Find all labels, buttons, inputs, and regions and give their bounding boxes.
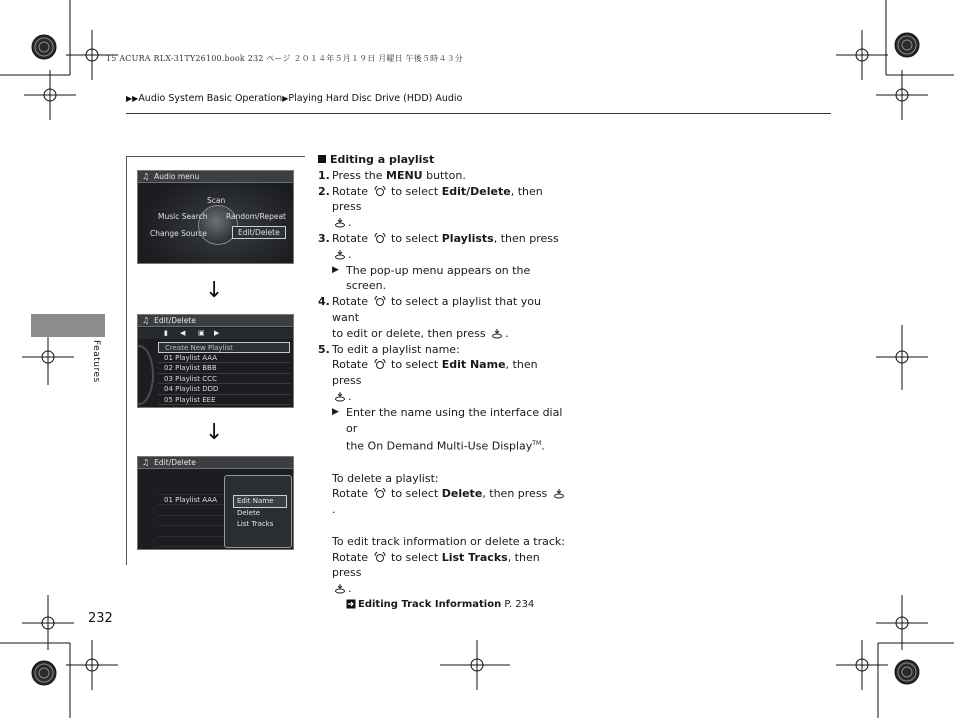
arrow-down-icon: ↓ bbox=[205, 278, 224, 303]
edit-delete-screen bbox=[137, 314, 294, 408]
rotate-dial-icon bbox=[374, 233, 386, 244]
step-text: to select bbox=[387, 184, 442, 198]
popup-item-edit-name[interactable]: Edit Name bbox=[233, 495, 287, 508]
square-bullet-icon bbox=[318, 155, 326, 163]
playlist-item-dimmed bbox=[158, 484, 224, 495]
rotate-dial-icon bbox=[374, 296, 386, 307]
playlist-item-dimmed bbox=[158, 516, 224, 527]
step-text: Rotate bbox=[332, 358, 372, 372]
step-text: to select bbox=[387, 358, 442, 372]
playlist-list bbox=[158, 342, 290, 405]
rotate-dial-icon bbox=[374, 359, 386, 370]
screen-title: Edit/Delete bbox=[154, 316, 196, 325]
step-3-note bbox=[332, 263, 568, 295]
step-number: 5. bbox=[318, 342, 330, 356]
menu-button-label: MENU bbox=[386, 168, 423, 182]
cross-reference-page: P. 234 bbox=[501, 598, 535, 610]
playlist-item[interactable]: 03 Playlist CCC bbox=[158, 374, 290, 385]
step-text: , then press bbox=[332, 550, 540, 580]
header-rule bbox=[126, 113, 831, 114]
step-number: 4. bbox=[318, 295, 330, 309]
step-text: To delete a playlist: bbox=[332, 471, 439, 485]
step-5-note: ▶ Enter the name using the interface dial or the On Demand Multi-Use Display™. bbox=[332, 405, 563, 453]
press-dial-icon bbox=[334, 391, 346, 402]
left-arrow-icon[interactable]: ◀ bbox=[180, 329, 186, 337]
press-dial-icon bbox=[553, 488, 565, 499]
music-note-icon: ♫ bbox=[142, 172, 150, 181]
breadcrumb bbox=[126, 93, 462, 104]
step-number: 1. bbox=[318, 168, 330, 182]
breadcrumb-item[interactable]: Playing Hard Disc Drive (HDD) Audio bbox=[288, 93, 463, 104]
press-dial-icon bbox=[334, 583, 346, 594]
right-arrow-icon[interactable]: ▶ bbox=[214, 329, 220, 337]
step-number: 2. bbox=[318, 184, 330, 198]
heading-text: Editing a playlist bbox=[330, 153, 435, 166]
menu-option-scan[interactable]: Scan bbox=[207, 196, 226, 205]
step-text: to select bbox=[387, 550, 442, 564]
step-1 bbox=[318, 168, 568, 184]
popup-item-list-tracks[interactable]: List Tracks bbox=[237, 520, 274, 528]
music-note-icon: ♫ bbox=[142, 316, 150, 325]
music-note-icon: ♫ bbox=[142, 458, 150, 467]
spacer bbox=[332, 518, 568, 534]
screen-title: Audio menu bbox=[154, 172, 200, 181]
step-text: , then press bbox=[482, 487, 551, 501]
step-number: 3. bbox=[318, 231, 330, 245]
step-text: Rotate bbox=[332, 184, 372, 198]
menu-option-random-repeat[interactable]: Random/Repeat bbox=[226, 212, 286, 221]
step-text: Press the bbox=[332, 168, 386, 182]
press-dial-icon bbox=[491, 328, 503, 339]
option-label: Edit/Delete bbox=[441, 184, 511, 198]
rotate-dial-icon bbox=[374, 552, 386, 563]
playlist-item[interactable]: 04 Playlist DDD bbox=[158, 384, 290, 395]
popup-spacer bbox=[225, 476, 291, 495]
interface-dial-icon bbox=[198, 205, 238, 245]
option-label: Playlists bbox=[441, 231, 494, 245]
step-3: 3. Rotate to select Playlists, then press . ▶ The pop-up menu appears on the screen. bbox=[318, 231, 568, 294]
note-text: Enter the name using the interface dial or bbox=[346, 405, 563, 435]
playlist-item[interactable]: 02 Playlist BBB bbox=[158, 363, 290, 374]
create-playlist-item[interactable]: Create New Playlist bbox=[158, 342, 290, 353]
step-text: Rotate bbox=[332, 550, 372, 564]
screen-titlebar bbox=[138, 315, 293, 327]
step-text: To edit a playlist name: bbox=[332, 342, 460, 356]
step-5: 5. To edit a playlist name: Rotate to select Edit Name, then press . ▶ Enter the name using the interface dial or the On Demand Multi-Use Display™. To delete a playlist: Rotate to select Delete, then press . To edit track information or delete a track: Rotate to select List Tracks, then press . Editing Track Information P. 234 bbox=[318, 342, 568, 613]
step-text: , then press bbox=[332, 184, 543, 214]
playlist-item[interactable]: 05 Playlist EEE bbox=[158, 395, 290, 406]
screen-title: Edit/Delete bbox=[154, 458, 196, 467]
cross-reference-link[interactable] bbox=[332, 597, 568, 613]
step-text: button. bbox=[422, 168, 466, 182]
playlist-toolbar bbox=[138, 328, 293, 339]
playlist-item-dimmed bbox=[158, 537, 224, 548]
playlist-list-dimmed bbox=[158, 484, 224, 547]
breadcrumb-item[interactable]: Audio System Basic Operation bbox=[138, 93, 283, 104]
breadcrumb-arrow-icon: ▶▶ bbox=[126, 94, 139, 103]
trash-icon[interactable]: ▮ bbox=[164, 329, 168, 337]
menu-option-edit-delete[interactable]: Edit/Delete bbox=[232, 226, 286, 239]
menu-option-change-source[interactable]: Change Source bbox=[150, 229, 207, 238]
step-text: to select bbox=[387, 487, 442, 501]
section-tab bbox=[31, 314, 105, 337]
screen-titlebar bbox=[138, 171, 293, 183]
cross-reference-title: Editing Track Information bbox=[358, 598, 502, 610]
step-text: , then press bbox=[493, 231, 559, 245]
press-dial-icon bbox=[334, 217, 346, 228]
note-text: the On Demand Multi-Use Display bbox=[346, 440, 533, 453]
step-4: 4. Rotate to select a playlist that you want to edit or delete, then press . bbox=[318, 295, 541, 340]
step-text: to select bbox=[387, 231, 442, 245]
option-label: List Tracks bbox=[441, 550, 508, 564]
triangle-bullet-icon: ▶ bbox=[332, 406, 339, 417]
playlist-icon[interactable]: ▣ bbox=[198, 329, 205, 337]
print-metadata: 15 ACURA RLX-31TY26100.book 232 ページ ２０１４年５月１９日 月曜日 午後５時４３分 bbox=[106, 54, 463, 63]
step-text: To edit track information or delete a track: bbox=[332, 534, 566, 548]
option-label: Delete bbox=[441, 487, 483, 501]
popup-item-delete[interactable]: Delete bbox=[237, 509, 260, 517]
dial-arc-decoration bbox=[137, 345, 154, 405]
cross-reference-icon bbox=[346, 599, 356, 609]
instructions bbox=[318, 152, 568, 613]
playlist-item-dimmed bbox=[158, 505, 224, 516]
breadcrumb-arrow-icon: ▶ bbox=[282, 94, 289, 103]
note-text: The pop-up menu appears on the screen. bbox=[346, 263, 531, 293]
page-number: 232 bbox=[88, 611, 113, 626]
step-text: to select a playlist that you want bbox=[332, 295, 541, 324]
spacer bbox=[332, 455, 568, 471]
arrow-down-icon: ↓ bbox=[205, 420, 224, 445]
edit-delete-popup-screen bbox=[137, 456, 294, 550]
playlist-item-dimmed bbox=[158, 526, 224, 537]
step-text: Rotate bbox=[332, 231, 372, 245]
triangle-bullet-icon: ▶ bbox=[332, 264, 339, 275]
step-2: 2. Rotate to select Edit/Delete, then press . bbox=[318, 184, 543, 230]
trademark-symbol: TM bbox=[532, 440, 542, 448]
press-dial-icon bbox=[334, 249, 346, 260]
screen-titlebar bbox=[138, 457, 293, 469]
playlist-item[interactable]: 01 Playlist AAA bbox=[158, 353, 290, 364]
step-text: , then press bbox=[332, 358, 538, 388]
section-label: Features bbox=[91, 340, 101, 383]
menu-option-music-search[interactable]: Music Search bbox=[158, 212, 208, 221]
section-heading bbox=[318, 152, 568, 168]
step-text: Rotate bbox=[332, 487, 372, 501]
rotate-dial-icon bbox=[374, 488, 386, 499]
audio-menu-screen bbox=[137, 170, 294, 264]
step-text: to edit or delete, then press bbox=[332, 326, 490, 340]
playlist-item-selected[interactable]: 01 Playlist AAA bbox=[158, 495, 224, 506]
option-label: Edit Name bbox=[441, 358, 506, 372]
popup-menu bbox=[224, 475, 292, 548]
step-text: Rotate bbox=[332, 295, 372, 309]
rotate-dial-icon bbox=[374, 186, 386, 197]
